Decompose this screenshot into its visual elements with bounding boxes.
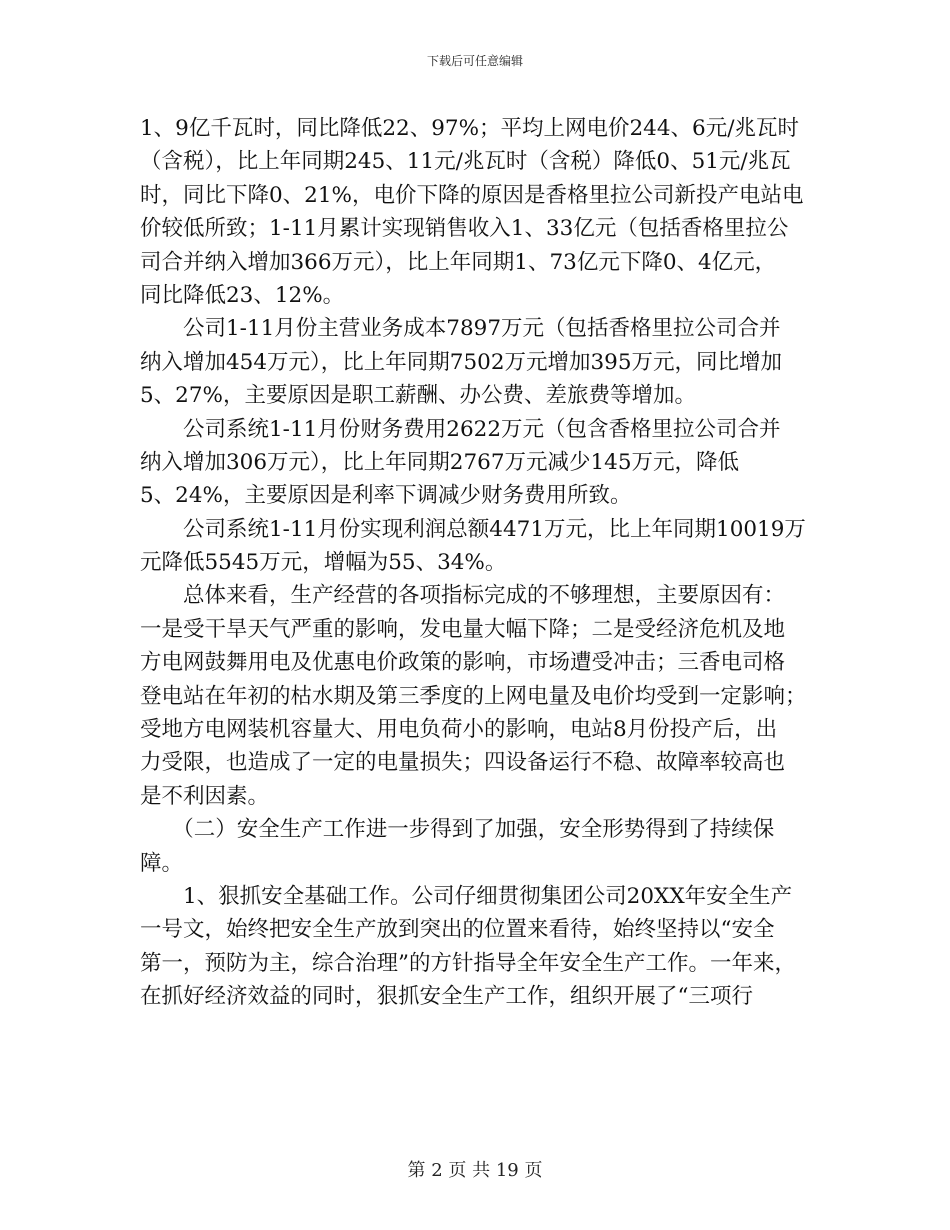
text-line: 元降低5545万元，增幅为55、34%。 [140,550,507,576]
text-line: 力受限，也造成了一定的电量损失；四设备运行不稳、故障率较高也 [140,750,786,776]
text-line: （含税），比上年同期245、11元/兆瓦时（含税）降低0、51元/兆瓦 [140,149,791,175]
text-line: 纳入增加454万元），比上年同期7502万元增加395万元，同比增加 [140,349,783,375]
header-note: 下载后可任意编辑 [426,54,523,68]
text-line: 公司1-11月份主营业务成本7897万元（包括香格里拉公司合并 [140,316,781,342]
text-line: 登电站在年初的枯水期及第三季度的上网电量及电价均受到一定影响； [140,683,807,709]
text-line: 价较低所致；1-11月累计实现销售收入1、33亿元（包括香格里拉公 [140,216,789,242]
page-footer: 第 2 页 共 19 页 [407,1160,543,1181]
text-line: 纳入增加306万元），比上年同期2767万元减少145万元，降低 [140,449,740,475]
text-line: 在抓好经济效益的同时，狠抓安全生产工作，组织开展了“三项行 [140,984,753,1010]
text-line: 1、狠抓安全基础工作。公司仔细贯彻集团公司20XX年安全生产 [140,883,793,909]
text-line: 公司系统1-11月份财务费用2622万元（包含香格里拉公司合并 [140,416,781,442]
text-line: 时，同比下降0、21%，电价下降的原因是香格里拉公司新投产电站电 [140,182,804,208]
text-line: 总体来看，生产经营的各项指标完成的不够理想，主要原因有： [140,583,786,609]
text-line: 第一，预防为主，综合治理”的方针指导全年安全生产工作。一年来， [140,950,796,976]
text-line: 司合并纳入增加366万元），比上年同期1、73亿元下降0、4亿元， [140,249,777,275]
text-line: 受地方电网装机容量大、用电负荷小的影响，电站8月份投产后，出 [140,717,778,743]
text-line: 公司系统1-11月份实现利润总额4471万元，比上年同期10019万 [140,516,806,542]
text-line: 方电网鼓舞用电及优惠电价政策的影响，市场遭受冲击；三香电司格 [140,650,786,676]
text-line: （二）安全生产工作进一步得到了加强，安全形势得到了持续保 [140,817,775,843]
text-line: 障。 [140,850,184,876]
text-line: 5、24%，主要原因是利率下调减少财务费用所致。 [140,483,632,509]
text-line: 1、9亿千瓦时，同比降低22、97%；平均上网电价244、6元/兆瓦时 [140,116,799,141]
document-body [140,112,822,1014]
text-line: 5、27%，主要原因是职工薪酬、办公费、差旅费等增加。 [140,383,696,409]
text-line: 一号文，始终把安全生产放到突出的位置来看待，始终坚持以“安全 [140,917,775,943]
text-line: 一是受干旱天气严重的影响，发电量大幅下降；二是受经济危机及地 [140,616,786,642]
text-line: 是不利因素。 [140,783,270,809]
text-line: 同比降低23、12%。 [140,282,345,308]
